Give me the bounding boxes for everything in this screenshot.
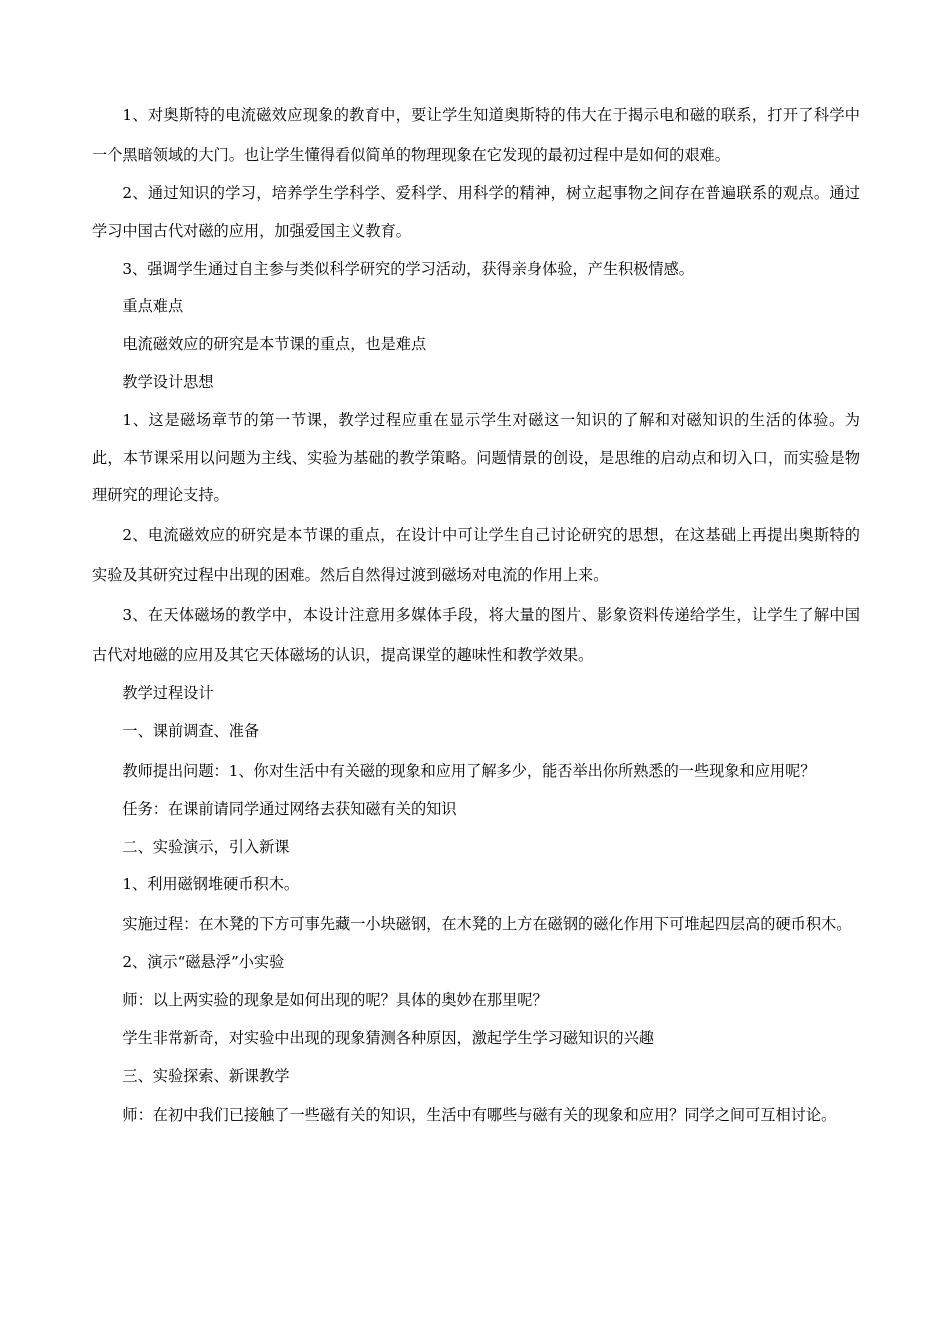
implementation-text: 实施过程：在木凳的下方可事先藏一小块磁钢，在木凳的上方在磁钢的磁化作用下可堆起四层高的硬币积木。 — [122, 915, 852, 934]
design-paragraph-3: 3、在天体磁场的教学中，本设计注意用多媒体手段，将大量的图片、影象资料传递给学生，让学生了解中国古代对地磁的应用及其它天体磁场的认识，提高课堂的趣味性和教学效果。 — [92, 606, 860, 665]
teacher-question: 教师提出问题：1、你对生活中有关磁的现象和应用了解多少，能否举出你所熟悉的一些现象和应用呢？ — [122, 761, 816, 780]
design-paragraph-1: 1、这是磁场章节的第一节课，教学过程应重在显示学生对磁这一知识的了解和对磁知识的生活的体验。为此，本节课采用以问题为主线、实验为基础的教学策略。问题情景的创设，是思维的启动点和切入口，而实验是物理研究的理论支持。 — [92, 410, 860, 505]
step-heading-1: 一、课前调查、准备 — [122, 721, 260, 740]
section-heading-key-points: 重点难点 — [122, 297, 184, 316]
demo-item-1: 1、利用磁钢堆硬币积木。 — [122, 875, 300, 894]
student-reaction: 学生非常新奇，对实验中出现的现象猜测各种原因，激起学生学习磁知识的兴趣 — [122, 1028, 654, 1047]
section-heading-process: 教学过程设计 — [122, 684, 214, 703]
design-paragraph-2: 2、电流磁效应的研究是本节课的重点，在设计中可让学生自己讨论研究的思想，在这基础上再提出奥斯特的实验及其研究过程中出现的困难。然后自然得过渡到磁场对电流的作用上来。 — [92, 526, 860, 585]
task-text: 任务：在课前请同学通过网络去获知磁有关的知识 — [122, 799, 457, 818]
document-page — [92, 95, 860, 1135]
step-heading-3: 三、实验探索、新课教学 — [122, 1066, 290, 1085]
teacher-remark: 师：以上两实验的现象是如何出现的呢？具体的奥妙在那里呢？ — [122, 990, 548, 1009]
key-points-text: 电流磁效应的研究是本节课的重点，也是难点 — [122, 335, 427, 354]
objective-paragraph-2: 2、通过知识的学习，培养学生学科学、爱科学、用科学的精神，树立起事物之间存在普遍联系的观点。通过学习中国古代对磁的应用，加强爱国主义教育。 — [92, 184, 860, 240]
objective-paragraph-1: 1、对奥斯特的电流磁效应现象的教育中，要让学生知道奥斯特的伟大在于揭示电和磁的联系，打开了科学中一个黑暗领域的大门。也让学生懂得看似简单的物理现象在它发现的最初过程中是如何的艰难。 — [92, 106, 860, 164]
section-heading-design-ideas: 教学设计思想 — [122, 372, 214, 391]
objective-paragraph-3: 3、强调学生通过自主参与类似科学研究的学习活动，获得亲身体验，产生积极情感。 — [122, 259, 694, 278]
step-heading-2: 二、实验演示，引入新课 — [122, 837, 290, 856]
demo-item-2: 2、演示“磁悬浮”小实验 — [122, 953, 285, 972]
teacher-discussion: 师：在初中我们已接触了一些磁有关的知识，生活中有哪些与磁有关的现象和应用？同学之间可互相讨论。 — [122, 1106, 837, 1125]
